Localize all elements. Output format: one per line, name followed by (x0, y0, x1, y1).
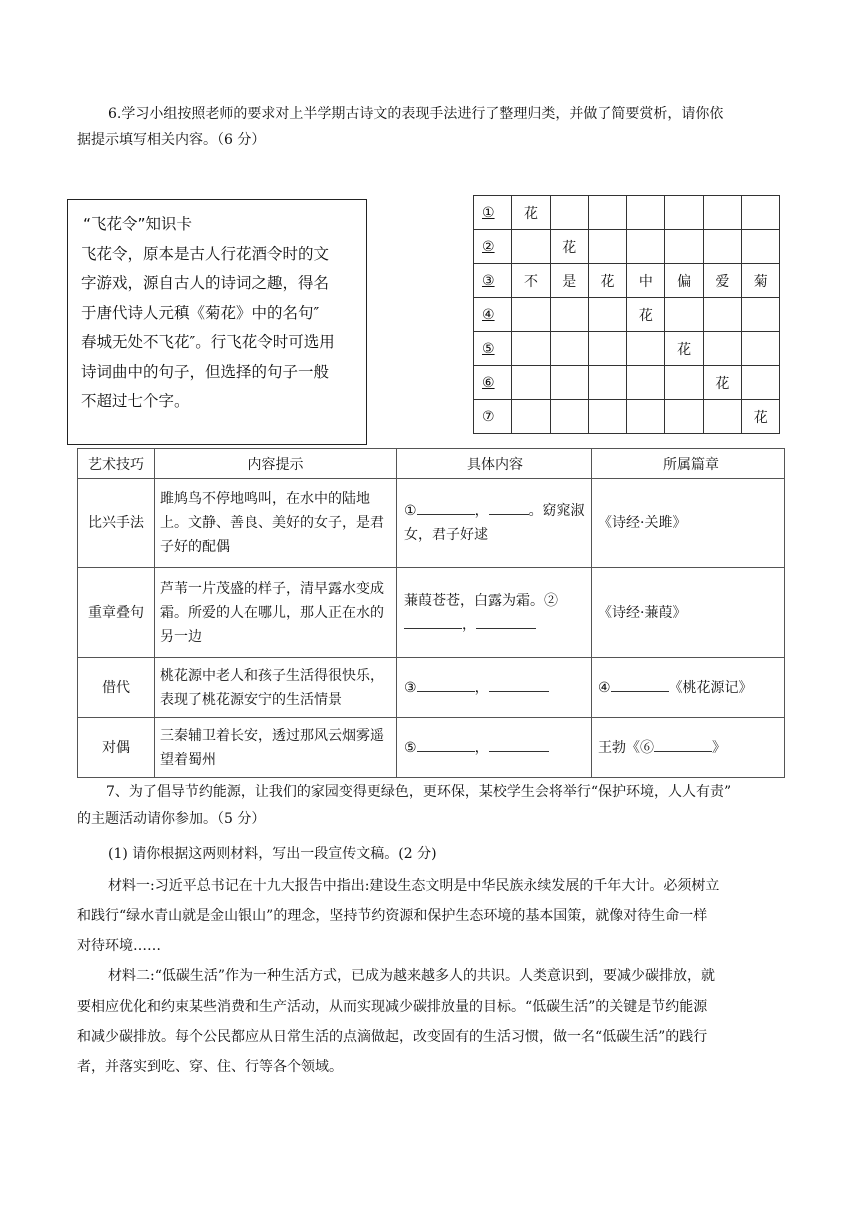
grid-row (474, 332, 780, 366)
table-row (78, 718, 785, 778)
grid-cell: 偏 (665, 264, 703, 298)
grid-cell (588, 366, 626, 400)
grid-row (474, 298, 780, 332)
header-source: 所属篇章 (592, 449, 785, 479)
grid-row-label: ② (474, 230, 512, 264)
grid-row (474, 196, 780, 230)
material1-line3: 对待环境…… (77, 938, 161, 954)
card-line: 字游戏，源自古人的诗词之趣，得名 (81, 274, 330, 292)
source-suffix: 《桃花源记》 (668, 679, 753, 696)
grid-row (474, 366, 780, 400)
grid-cell (512, 332, 550, 366)
table-row (78, 568, 785, 658)
grid-cell (627, 332, 665, 366)
feihualing-grid (473, 195, 780, 434)
grid-cell (742, 366, 780, 400)
answer-blank[interactable] (417, 500, 475, 515)
content-sep: ， (474, 739, 489, 756)
header-hint: 内容提示 (155, 449, 397, 479)
material2-line4: 者，并落实到吃、穿、住、行等各个领域。 (77, 1059, 343, 1075)
grid-cell (512, 230, 550, 264)
content-cell (397, 568, 592, 658)
table-row (78, 658, 785, 718)
grid-row (474, 230, 780, 264)
hint-cell: 雎鸠鸟不停地鸣叫，在水中的陆地上。文静、善良、美好的女子，是君子好的配偶 (155, 479, 397, 568)
grid-cell (550, 400, 588, 434)
skill-cell: 重章叠句 (78, 568, 155, 658)
grid-cell: 是 (550, 264, 588, 298)
grid-cell (550, 196, 588, 230)
source-prefix: ④ (598, 679, 611, 696)
hint-cell: 三秦辅卫着长安，透过那风云烟雾遥望着蜀州 (155, 718, 397, 778)
grid-cell (703, 298, 741, 332)
grid-row-label: ⑤ (474, 332, 512, 366)
grid-cell: 花 (703, 366, 741, 400)
grid-cell: 中 (627, 264, 665, 298)
source-suffix: 》 (712, 739, 726, 756)
header-skill: 艺术技巧 (78, 449, 155, 479)
answer-blank[interactable] (417, 677, 475, 692)
grid-cell: 爱 (703, 264, 741, 298)
grid-cell: 花 (665, 332, 703, 366)
content-sep: ， (474, 503, 489, 519)
grid-cell (703, 196, 741, 230)
material1-line2: 和践行“绿水青山就是金山银山”的理念，坚持节约资源和保护生态环境的基本国策，就像对待生命一样 (77, 908, 708, 924)
grid-cell (627, 230, 665, 264)
grid-cell (588, 230, 626, 264)
grid-cell (665, 298, 703, 332)
answer-blank[interactable] (417, 737, 475, 752)
grid-row-label: ⑦ (474, 400, 512, 434)
table-row (78, 479, 785, 568)
grid-cell (665, 230, 703, 264)
table-header-row (78, 449, 785, 479)
source-cell (592, 658, 785, 718)
grid-row (474, 264, 780, 298)
content-prefix: 蒹葭苍苍，白露为霜。② (404, 592, 558, 609)
answer-blank[interactable] (404, 614, 462, 629)
grid-cell: 不 (512, 264, 550, 298)
content-cell (397, 718, 592, 778)
grid-cell (742, 230, 780, 264)
card-line: 不超过七个字。 (81, 392, 190, 410)
skill-cell: 对偶 (78, 718, 155, 778)
answer-blank[interactable] (489, 737, 549, 752)
grid-cell (512, 400, 550, 434)
grid-row (474, 400, 780, 434)
grid-row-label: ③ (474, 264, 512, 298)
header-content: 具体内容 (397, 449, 592, 479)
grid-cell (703, 400, 741, 434)
grid-cell (588, 332, 626, 366)
content-prefix: ③ (404, 679, 417, 696)
grid-cell: 花 (588, 264, 626, 298)
hint-cell: 桃花源中老人和孩子生活得很快乐，表现了桃花源安宁的生活情景 (155, 658, 397, 718)
card-line: 春城无处不飞花″。行飞花令时可选用 (81, 333, 335, 351)
material1-line1: 材料一:习近平总书记在十九大报告中指出:建设生态文明是中华民族永续发展的千年大计。必须树立 (108, 878, 720, 894)
q7-line1: 7、为了倡导节约能源，让我们的家园变得更绿色，更环保，某校学生会将举行“保护环境，人人有责” (106, 784, 732, 800)
grid-cell (512, 298, 550, 332)
grid-cell (512, 366, 550, 400)
material2-line2: 要相应优化和约束某些消费和生产活动，从而实现减少碳排放量的目标。“低碳生活”的关键是节约能源 (77, 999, 708, 1015)
content-sep: ， (462, 616, 476, 633)
answer-blank[interactable] (476, 614, 536, 629)
q6-line2: 据提示填写相关内容。（6 分） (77, 132, 266, 148)
grid-cell (627, 400, 665, 434)
grid-cell (588, 298, 626, 332)
card-line: 于唐代诗人元稹《菊花》中的名句″ (81, 303, 320, 322)
content-sep: ， (474, 679, 489, 696)
content-prefix: ① (404, 503, 417, 519)
grid-cell (703, 230, 741, 264)
material2-line3: 和减少碳排放。每个公民都应从日常生活的点滴做起，改变固有的生活习惯，做一名“低碳生活”的践行 (77, 1029, 708, 1045)
content-cell (397, 479, 592, 568)
art-technique-table (77, 448, 785, 778)
grid-cell: 花 (742, 400, 780, 434)
grid-cell: 花 (627, 298, 665, 332)
grid-cell: 花 (512, 196, 550, 230)
card-title: “飞花令”知识卡 (83, 215, 193, 233)
grid-cell (665, 400, 703, 434)
skill-cell: 比兴手法 (78, 479, 155, 568)
answer-blank[interactable] (611, 677, 669, 692)
grid-cell (627, 366, 665, 400)
q7-sub1: (1) 请你根据这两则材料，写出一段宣传文稿。(2 分) (108, 846, 437, 862)
card-line: 诗词曲中的句子，但选择的句子一般 (81, 362, 330, 381)
grid-cell (627, 196, 665, 230)
grid-cell (550, 366, 588, 400)
answer-blank[interactable] (489, 677, 549, 692)
q6-line1: 6.学习小组按照老师的要求对上半学期古诗文的表现手法进行了整理归类，并做了简要赏析，请你依 (108, 106, 724, 122)
grid-cell (703, 332, 741, 366)
answer-blank[interactable] (489, 500, 529, 515)
grid-row-label: ⑥ (474, 366, 512, 400)
grid-row-label: ④ (474, 298, 512, 332)
answer-blank[interactable] (654, 737, 712, 752)
grid-cell (742, 196, 780, 230)
source-cell: 《诗经·关雎》 (592, 479, 785, 568)
grid-row-label: ① (474, 196, 512, 230)
grid-cell (550, 332, 588, 366)
grid-cell (742, 298, 780, 332)
grid-cell (665, 366, 703, 400)
content-prefix: ⑤ (404, 739, 417, 756)
grid-cell (742, 332, 780, 366)
feihualing-card (67, 199, 367, 445)
material2-line1: 材料二:“低碳生活”作为一种生活方式，已成为越来越多人的共识。人类意识到，要减少碳排放，就 (108, 968, 716, 984)
grid-cell (588, 400, 626, 434)
skill-cell: 借代 (78, 658, 155, 718)
grid-cell (588, 196, 626, 230)
card-line: 飞花令，原本是古人行花酒令时的文 (81, 244, 330, 263)
grid-cell: 菊 (742, 264, 780, 298)
hint-cell: 芦苇一片茂盛的样子，清早露水变成霜。所爱的人在哪儿，那人正在水的另一边 (155, 568, 397, 658)
grid-cell: 花 (550, 230, 588, 264)
source-cell (592, 718, 785, 778)
q7-line2: 的主题活动请你参加。（5 分） (77, 811, 266, 827)
grid-cell (665, 196, 703, 230)
content-suffix: 。窈窕淑女，君子好逑 (404, 503, 585, 543)
source-prefix: 王勃《⑥ (598, 739, 654, 756)
source-cell: 《诗经·蒹葭》 (592, 568, 785, 658)
content-cell (397, 658, 592, 718)
grid-cell (550, 298, 588, 332)
